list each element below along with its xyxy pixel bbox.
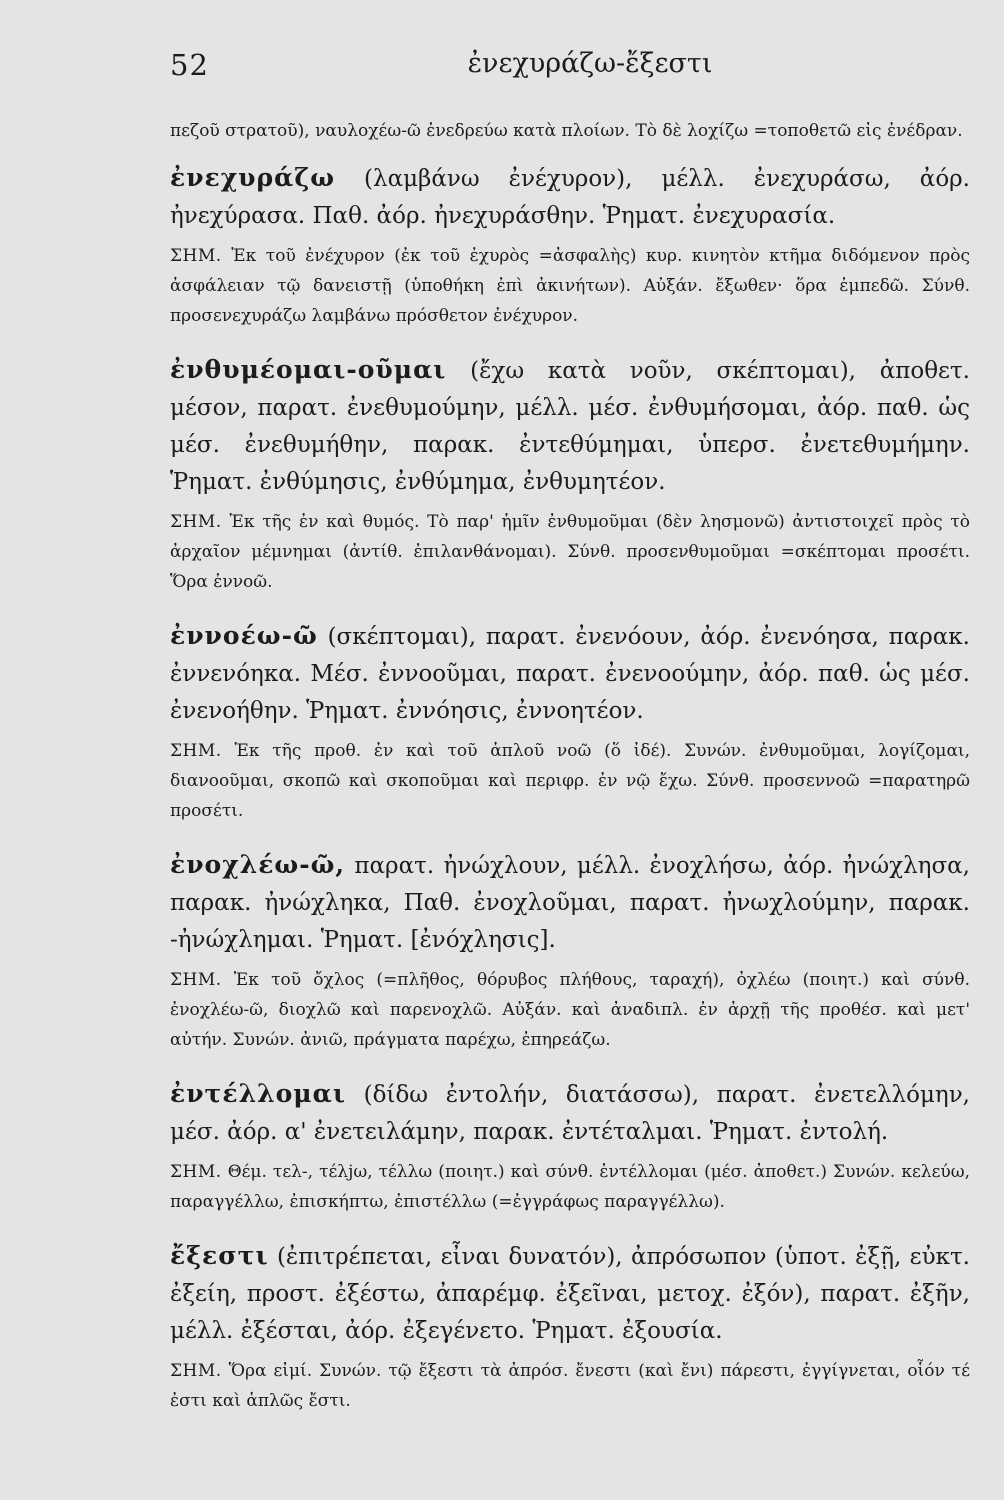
- entry-main: [170, 1075, 970, 1151]
- page-number: 52: [170, 48, 209, 82]
- dictionary-entry: [170, 617, 970, 826]
- dictionary-entry: [170, 351, 970, 597]
- entry-definition: (σκέπτομαι), παρατ. ἐνενόουν, ἀόρ. ἐνενόησα, παρακ. ἐννενόηκα. Μέσ. ἐννοοῦμαι, παρατ. ἐνενοούμην, ἀόρ. παθ. ὡς μέσ. ἐνενοήθην. Ῥηματ. ἐννόησις, ἐννοητέον.: [170, 624, 970, 724]
- headword: ἐντέλλομαι: [170, 1079, 346, 1108]
- entry-definition: (δίδω ἐντολήν, διατάσσω), παρατ. ἐνετελλόμην, μέσ. ἀόρ. α' ἐνετειλάμην, παρακ. ἐντέταλμαι. Ῥηματ. ἐντολή.: [170, 1082, 970, 1145]
- entry-definition: (ἐπιτρέπεται, εἶναι δυνατόν), ἀπρόσωπον (ὑποτ. ἐξῇ, εὐκτ. ἐξείη, προστ. ἐξέστω, ἀπαρέμφ. ἐξεῖναι, μετοχ. ἐξόν), παρατ. ἐξῆν, μέλλ. ἐξέσται, ἀόρ. ἐξεγένετο. Ῥηματ. ἐξουσία.: [170, 1244, 970, 1344]
- note-label: ΣΗΜ.: [170, 741, 222, 761]
- note-text: Ἐκ τοῦ ὄχλος (=πλῆθος, θόρυβος πλήθους, ταραχή), ὀχλέω (ποιητ.) καὶ σύνθ. ἐνοχλέω-ῶ, διοχλῶ καὶ παρενοχλῶ. Αὐξάν. καὶ ἀναδιπλ. ἐν ἀρχῇ τῆς προθέσ. καὶ μετ' αὐτήν. Συνών. ἀνιῶ, πράγματα παρέχω, ἐπηρεάζω.: [170, 970, 970, 1050]
- note-label: ΣΗΜ.: [170, 970, 222, 990]
- entry-note: [170, 965, 970, 1055]
- note-text: Ἐκ τῆς ἐν καὶ θυμός. Τὸ παρ' ἡμῖν ἐνθυμοῦμαι (δὲν λησμονῶ) ἀντιστοιχεῖ πρὸς τὸ ἀρχαῖον μέμνημαι (ἀντίθ. ἐπιλανθάνομαι). Σύνθ. προσενθυμοῦμαι =σκέπτομαι προσέτι. Ὅρα ἐννοῶ.: [170, 512, 970, 592]
- entry-main: [170, 617, 970, 730]
- dictionary-entry: [170, 1237, 970, 1416]
- headword: ἐννοέω-ῶ: [170, 621, 318, 650]
- note-text: Θέμ. τελ-, τέλjω, τέλλω (ποιητ.) καὶ σύνθ. ἐντέλλομαι (μέσ. ἀποθετ.) Συνών. κελεύω, παραγγέλλω, ἐπισκήπτω, ἐπιστέλλω (=ἐγγράφως παραγγέλλω).: [170, 1162, 970, 1212]
- note-label: ΣΗΜ.: [170, 1162, 222, 1182]
- entry-note: [170, 1157, 970, 1217]
- dictionary-entry: [170, 1075, 970, 1217]
- entry-main: [170, 846, 970, 959]
- headword: ἐνεχυράζω: [170, 163, 336, 192]
- entry-definition: (ἔχω κατὰ νοῦν, σκέπτομαι), ἀποθετ. μέσον, παρατ. ἐνεθυμούμην, μέλλ. μέσ. ἐνθυμήσομαι, ἀόρ. παθ. ὡς μέσ. ἐνεθυμήθην, παρακ. ἐντεθύμημαι, ὑπερσ. ἐνετεθυμήμην. Ῥηματ. ἐνθύμησις, ἐνθύμημα, ἐνθυμητέον.: [170, 358, 970, 495]
- note-text: Ἐκ τοῦ ἐνέχυρον (ἐκ τοῦ ἐχυρὸς =ἀσφαλὴς) κυρ. κινητὸν κτῆμα διδόμενον πρὸς ἀσφάλειαν τῷ δανειστῇ (ὑποθήκη ἐπὶ ἀκινήτων). Αὐξάν. ἔξωθεν· ὅρα ἐμπεδῶ. Σύνθ. προσενεχυράζω λαμβάνω πρόσθετον ἐνέχυρον.: [170, 246, 970, 326]
- headword: ἔξεστι: [170, 1241, 269, 1270]
- entry-main: [170, 351, 970, 501]
- note-label: ΣΗΜ.: [170, 1361, 222, 1381]
- note-label: ΣΗΜ.: [170, 246, 222, 266]
- note-label: ΣΗΜ.: [170, 512, 222, 532]
- entry-note: [170, 507, 970, 597]
- entry-main: [170, 1237, 970, 1350]
- entry-definition: (λαμβάνω ἐνέχυρον), μέλλ. ἐνεχυράσω, ἀόρ. ἠνεχύρασα. Παθ. ἀόρ. ἠνεχυράσθην. Ῥηματ. ἐνεχυρασία.: [170, 166, 970, 229]
- entry-definition: παρατ. ἠνώχλουν, μέλλ. ἐνοχλήσω, ἀόρ. ἠνώχλησα, παρακ. ἠνώχληκα, Παθ. ἐνοχλοῦμαι, παρατ. ἠνωχλούμην, παρακ. -ἠνώχλημαι. Ῥηματ. [ἐνόχλησις].: [170, 853, 970, 953]
- entry-note: [170, 736, 970, 826]
- headword: ἐνθυμέομαι-οῦμαι: [170, 355, 447, 384]
- note-text: Ἐκ τῆς προθ. ἐν καὶ τοῦ ἁπλοῦ νοῶ (ὅ ἰδέ). Συνών. ἐνθυμοῦμαι, λογίζομαι, διανοοῦμαι, σκοπῶ καὶ σκοποῦμαι καὶ περιφρ. ἐν νῷ ἔχω. Σύνθ. προσεννοῶ =παρατηρῶ προσέτι.: [170, 741, 970, 821]
- dictionary-entry: [170, 159, 970, 331]
- entry-main: [170, 159, 970, 235]
- page-header: [170, 48, 970, 88]
- continued-text: πεζοῦ στρατοῦ), ναυλοχέω-ῶ ἐνεδρεύω κατὰ πλοίων. Τὸ δὲ λοχίζω =τοποθετῶ εἰς ἐνέδραν.: [170, 121, 963, 141]
- note-text: Ὅρα εἰμί. Συνών. τῷ ἔξεστι τὰ ἀπρόσ. ἔνεστι (καὶ ἔνι) πάρεστι, ἐγγίγνεται, οἷόν τέ ἐστι καὶ ἁπλῶς ἔστι.: [170, 1361, 970, 1411]
- dictionary-entry: [170, 846, 970, 1055]
- entry-note: [170, 241, 970, 331]
- running-head: ἐνεχυράζω-ἔξεστι: [467, 48, 713, 79]
- headword: ἐνοχλέω-ῶ,: [170, 850, 346, 879]
- entry-note: [170, 1356, 970, 1416]
